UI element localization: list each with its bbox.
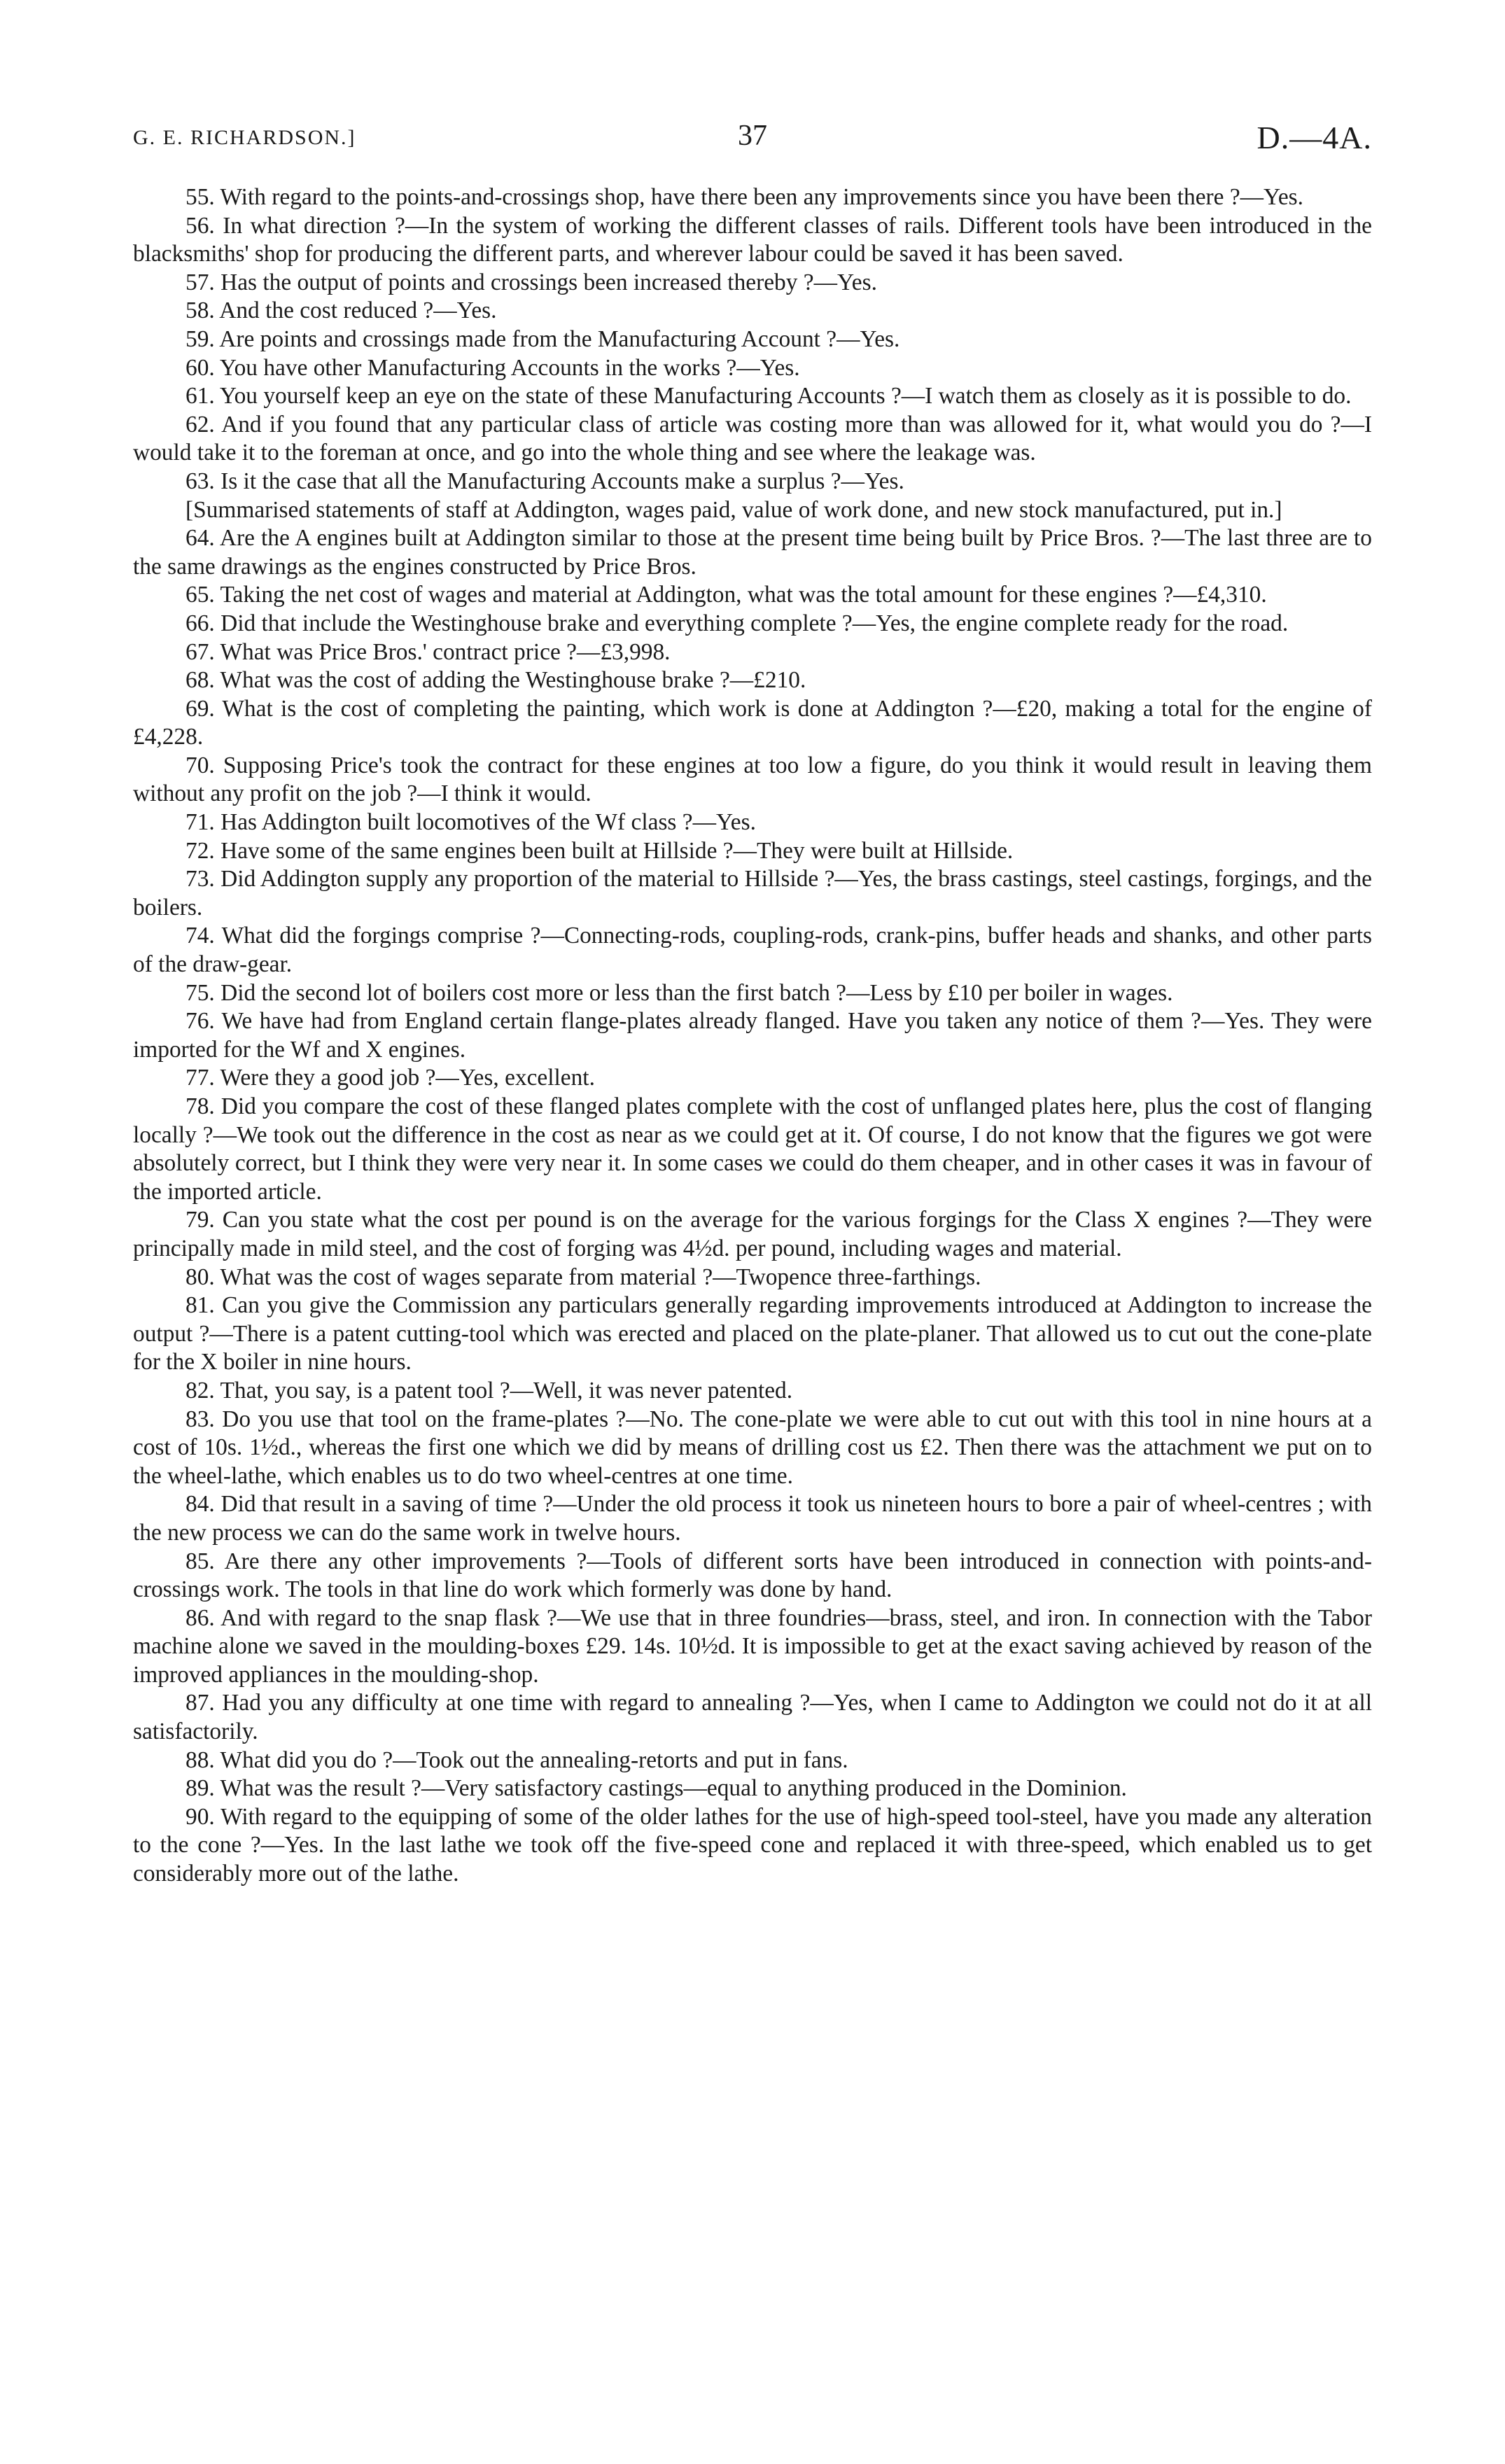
paragraph: 77. Were they a good job ?—Yes, excellent. bbox=[186, 1065, 595, 1091]
paragraph: 90. With regard to the equipping of some of the older lathes for the use of high-speed tool-steel, have you made any alteration to the cone ?—Yes. In the last lathe we took off the five-speed cone and replaced it with three-speed, which enabled us to get considerably more out of the lathe. bbox=[133, 1803, 1372, 1887]
paragraph: 59. Are points and crossings made from the Manufacturing Account ?—Yes. bbox=[186, 326, 900, 352]
paragraph: 66. Did that include the Westinghouse brake and everything complete ?—Yes, the engine complete ready for the road. bbox=[186, 610, 1289, 636]
paragraph: 71. Has Addington built locomotives of the Wf class ?—Yes. bbox=[186, 809, 756, 836]
paragraph: 85. Are there any other improvements ?—Tools of different sorts have been introduced in connection with points-and-crossings work. The tools in that line do work which formerly was done by hand. bbox=[133, 1548, 1372, 1603]
paragraph: 69. What is the cost of completing the painting, which work is done at Addington ?—£20, making a total for the engine of £4,228. bbox=[133, 695, 1372, 750]
paragraph: 73. Did Addington supply any proportion of the material to Hillside ?—Yes, the brass castings, steel castings, forgings, and the boilers. bbox=[133, 866, 1372, 920]
paragraph: 65. Taking the net cost of wages and material at Addington, what was the total amount for these engines ?—£4,310. bbox=[186, 582, 1267, 608]
paragraph: 64. Are the A engines built at Addington similar to those at the present time being built by Price Bros. ?—The last three are to the same drawings as the engines constructed by Price Bros. bbox=[133, 525, 1372, 580]
paragraph: 79. Can you state what the cost per pound is on the average for the various forgings for the Class X engines ?—They were principally made in mild steel, and the cost of forging was 4½d. per pound, including wages and material. bbox=[133, 1207, 1372, 1261]
paragraph: 80. What was the cost of wages separate from material ?—Twopence three-farthings. bbox=[186, 1264, 981, 1290]
paragraph: 61. You yourself keep an eye on the state of these Manufacturing Accounts ?—I watch them as closely as it is possible to do. bbox=[186, 383, 1352, 410]
paragraph: 62. And if you found that any particular class of article was costing more than was allowed for it, what would you do ?—I would take it to the foreman at once, and go into the whole thing and see where the leakage was. bbox=[133, 411, 1372, 466]
paragraph: 56. In what direction ?—In the system of working the different classes of rails. Different tools have been introduced in the blacksmiths' shop for producing the different parts, and wherever labour could be saved it has been saved. bbox=[133, 212, 1372, 267]
paragraph: 75. Did the second lot of boilers cost more or less than the first batch ?—Less by £10 per boiler in wages. bbox=[186, 979, 1173, 1006]
paragraph: 68. What was the cost of adding the Westinghouse brake ?—£210. bbox=[186, 667, 806, 694]
paragraph: [Summarised statements of staff at Addington, wages paid, value of work done, and new stock manufactured, put in.] bbox=[186, 496, 1282, 523]
paragraph: 88. What did you do ?—Took out the annealing-retorts and put in fans. bbox=[186, 1746, 848, 1773]
paragraph: 67. What was Price Bros.' contract price ?—£3,998. bbox=[186, 638, 671, 665]
paragraph: 82. That, you say, is a patent tool ?—Well, it was never patented. bbox=[186, 1377, 793, 1404]
paragraph: 86. And with regard to the snap flask ?—We use that in three foundries—brass, steel, and iron. In connection with the Tabor machine alone we saved in the moulding-boxes £29. 14s. 10½d. It is impossible to get at the exact saving achieved by reason of the improved appliances in the moulding-shop. bbox=[133, 1604, 1372, 1688]
witness-name: G. E. RICHARDSON.] bbox=[133, 126, 356, 149]
document-body bbox=[133, 183, 1372, 1889]
paragraph: 55. With regard to the points-and-crossings shop, have there been any improvements since you have been there ?—Yes. bbox=[186, 184, 1303, 210]
paragraph: 83. Do you use that tool on the frame-plates ?—No. The cone-plate we were able to cut out with this tool in nine hours at a cost of 10s. 1½d., whereas the first one which we did by means of drilling cost us £2. Then there was the attachment we put on to the wheel-lathe, which enables us to do two wheel-centres at one time. bbox=[133, 1406, 1372, 1489]
paragraph: 60. You have other Manufacturing Accounts in the works ?—Yes. bbox=[186, 354, 800, 381]
page-number: 37 bbox=[738, 120, 767, 152]
document-reference: D.—4A. bbox=[1256, 120, 1372, 155]
paragraph: 70. Supposing Price's took the contract for these engines at too low a figure, do you think it would result in leaving them without any profit on the job ?—I think it would. bbox=[133, 752, 1372, 807]
paragraph: 81. Can you give the Commission any particulars generally regarding improvements introduced at Addington to increase the output ?—There is a patent cutting-tool which was erected and placed on the plate-planer. That allowed us to cut out the cone-plate for the X boiler in nine hours. bbox=[133, 1292, 1372, 1376]
paragraph: 84. Did that result in a saving of time ?—Under the old process it took us nineteen hours to bore a pair of wheel-centres ; with the new process we can do the same work in twelve hours. bbox=[133, 1491, 1372, 1546]
paragraph: 57. Has the output of points and crossings been increased thereby ?—Yes. bbox=[186, 269, 877, 295]
page-header bbox=[133, 119, 1372, 161]
paragraph: 87. Had you any difficulty at one time with regard to annealing ?—Yes, when I came to Addington we could not do it at all satisfactorily. bbox=[133, 1690, 1372, 1745]
paragraph: 74. What did the forgings comprise ?—Connecting-rods, coupling-rods, crank-pins, buffer heads and shanks, and other parts of the draw-gear. bbox=[133, 923, 1372, 978]
paragraph: 89. What was the result ?—Very satisfactory castings—equal to anything produced in the Dominion. bbox=[186, 1775, 1127, 1802]
paragraph: 58. And the cost reduced ?—Yes. bbox=[186, 298, 497, 324]
paragraph: 78. Did you compare the cost of these flanged plates complete with the cost of unflanged plates here, plus the cost of flanging locally ?—We took out the difference in the cost as near as we could get at it. Of course, I do not know that the figures we got were absolutely correct, but I think they were very near it. In some cases we could do them cheaper, and in other cases it was in favour of the imported article. bbox=[133, 1093, 1372, 1205]
paragraph: 63. Is it the case that all the Manufacturing Accounts make a surplus ?—Yes. bbox=[186, 468, 904, 494]
paragraph: 72. Have some of the same engines been built at Hillside ?—They were built at Hillside. bbox=[186, 837, 1014, 864]
paragraph: 76. We have had from England certain flange-plates already flanged. Have you taken any notice of them ?—Yes. They were imported for the Wf and X engines. bbox=[133, 1008, 1372, 1063]
